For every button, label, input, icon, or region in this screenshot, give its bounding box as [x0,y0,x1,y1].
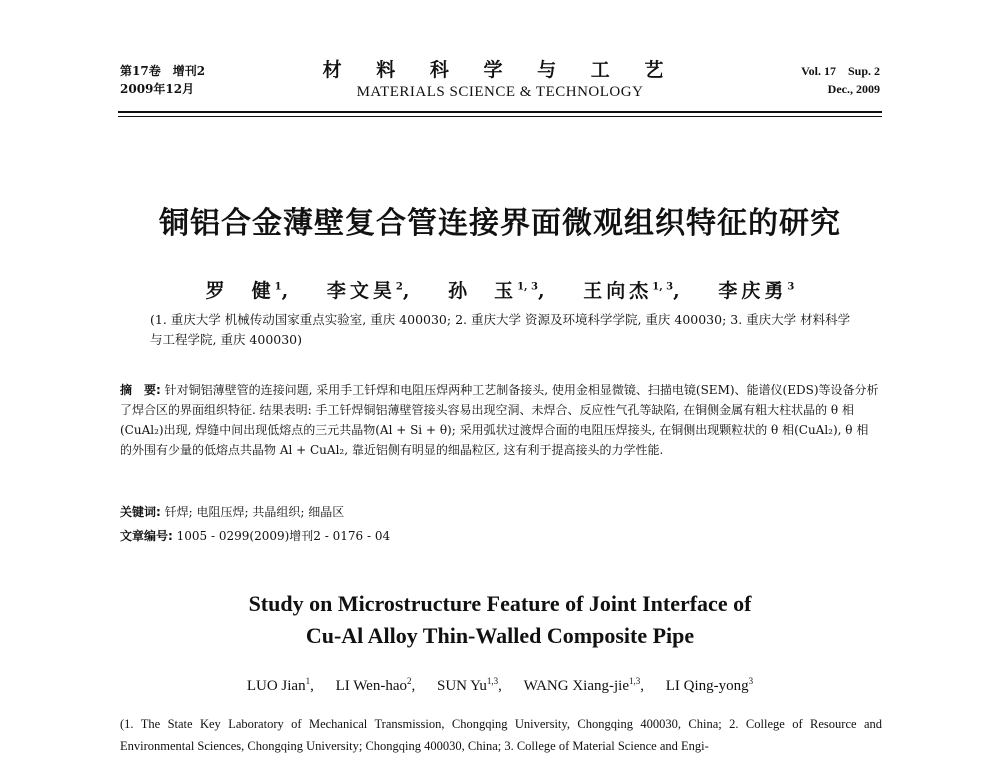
journal-name-en: MATERIALS SCIENCE & TECHNOLOGY [356,84,644,100]
author-en: LUO Jian$^1$, [246,676,314,694]
journal-name-cn: 材 料 科 学 与 工 艺 [322,59,678,81]
author-cn: 王向杰$^{1, 3}$, [583,280,684,302]
article-number-label: 文章编号: [120,529,173,543]
volume-en: Vol. 17 Sup. 2 [801,64,880,78]
keywords-label: 关键词: [120,505,161,519]
abstract [120,380,880,460]
keywords-text: 钎焊; 电阻压焊; 共晶组织; 细晶区 [164,505,345,519]
author-en: WANG Xiang-jie$^{1,3}$, [523,676,644,694]
article-number [120,526,880,546]
author-cn: 李庆勇$^3$ [718,280,795,302]
author-en: LI Qing-yong$^3$ [665,676,754,694]
author-en: SUN Yu$^{1,3}$, [436,676,502,694]
author-en: LI Wen-hao$^2$, [335,676,416,694]
header-rule-thin [118,116,882,117]
affiliation-cn: (1. 重庆大学 机械传动国家重点实验室, 重庆 400030; 2. 重庆大学 资源及环境科学学院, 重庆 400030; 3. 重庆大学 材料科学与工程学院, 重庆 400030) [150,312,851,347]
abstract-text: 针对铜铝薄壁管的连接问题, 采用手工钎焊和电阻压焊两种工艺制备接头, 使用金相显微镜、扫描电镜(SEM)、能谱仪(EDS)等设备分析了焊合区的界面组织特征. 结果表明: 手工钎焊铜铝薄壁管接头容易出现空洞、未焊合、反应性气孔等缺陷, 在铜侧金属有粗大柱状晶的 θ 相(CuAl₂)出现, 焊缝中间出现低熔点的三元共晶物(Al + Si + θ); 采用弧状过渡焊合面的电阻压焊接头, 在铜侧出现颗粒状的 θ 相(CuAl₂), θ 相的外围有少量的低熔点共晶物 Al + CuAl₂, 靠近铝侧有明显的细晶粒区, 这有利于提高接头的力学性能. [120,383,879,457]
author-cn: 罗 健$^1$, [205,280,293,302]
title-en-line1: Study on Microstructure Feature of Joint Interface of [248,591,752,616]
author-cn: 李文昊$^2$, [326,280,414,302]
header-rule-thick [118,111,882,113]
author-cn: 孙 玉$^{1, 3}$, [448,280,549,302]
title-en [0,588,1000,652]
header-right [801,62,880,98]
volume-cn: 第17卷 增刊2 [120,64,206,78]
date-cn: 2009年12月 [120,82,195,96]
title-cn: 铜铝合金薄壁复合管连接界面微观组织特征的研究 [159,206,841,241]
authors-en [0,676,1000,695]
date-en: Dec., 2009 [827,82,880,96]
authors-cn [0,276,1000,303]
affiliation-en: (1. The State Key Laboratory of Mechanical Transmission, Chongqing University, Chongqing 400030, China; 2. College of Resource and Environmental Sciences, Chongqing University; Chongqing 400030, China; 3. College of Material Science and Engi- [120,717,882,753]
article-number-text: 1005 - 0299(2009)增刊2 - 0176 - 04 [176,529,391,543]
abstract-label: 摘 要: [120,383,161,397]
title-en-line2: Cu-Al Alloy Thin-Walled Composite Pipe [305,623,695,648]
keywords [120,502,880,522]
